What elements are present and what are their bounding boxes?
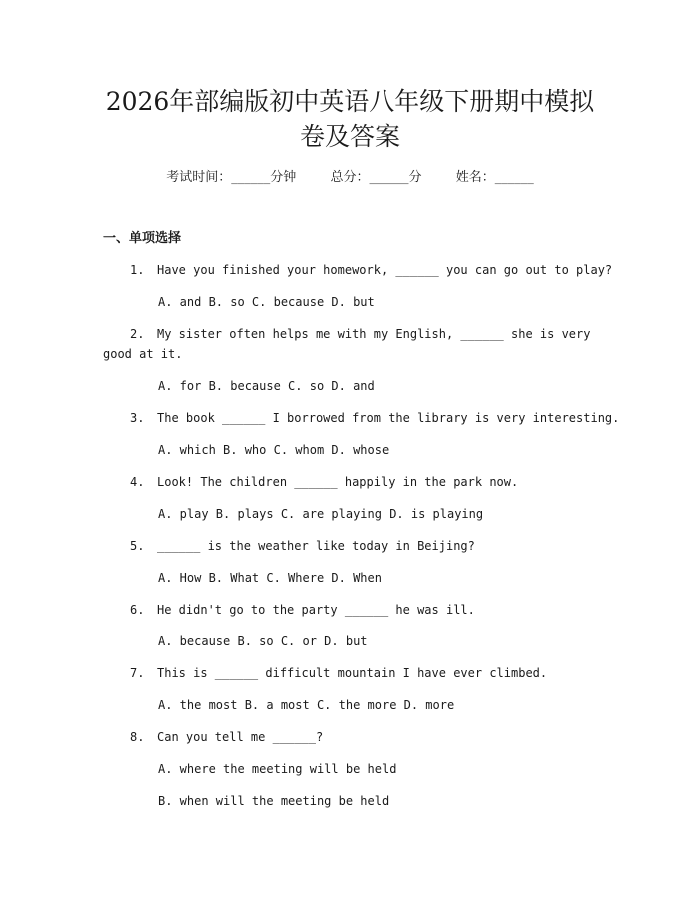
section-heading: 一、单项选择 bbox=[103, 231, 182, 246]
question-text: Can you tell me ______? bbox=[157, 730, 324, 744]
question-2-continued: good at it. bbox=[103, 347, 183, 361]
question-5 bbox=[103, 536, 603, 556]
question-text: This is ______ difficult mountain I have ever climbed. bbox=[157, 666, 548, 680]
question-1 bbox=[103, 260, 613, 280]
question-7 bbox=[103, 663, 603, 683]
question-text: He didn't go to the party ______ he was ill. bbox=[157, 603, 475, 617]
question-text: The book ______ I borrowed from the library is very interesting. bbox=[157, 411, 620, 425]
question-text: Look! The children ______ happily in the park now. bbox=[157, 475, 519, 489]
question-4 bbox=[103, 472, 603, 492]
question-3-options: A. which B. who C. whom D. whose bbox=[158, 443, 390, 457]
document-title bbox=[80, 84, 620, 154]
question-8-option-a: A. where the meeting will be held bbox=[158, 762, 397, 776]
question-number: 3. bbox=[130, 411, 145, 425]
question-number: 7. bbox=[130, 666, 145, 680]
question-2-options: A. for B. because C. so D. and bbox=[158, 379, 375, 393]
question-4-options: A. play B. plays C. are playing D. is playing bbox=[158, 507, 484, 521]
question-number: 1. bbox=[130, 263, 145, 277]
question-6-options: A. because B. so C. or D. but bbox=[158, 634, 368, 648]
exam-time: 考试时间：______分钟 bbox=[166, 170, 297, 185]
total-score: 总分：______分 bbox=[330, 170, 422, 185]
question-8 bbox=[103, 727, 603, 747]
question-number: 5. bbox=[130, 539, 145, 553]
question-text: Have you finished your homework, ______ you can go out to play? bbox=[157, 263, 613, 277]
student-name: 姓名：______ bbox=[455, 170, 534, 185]
question-text: My sister often helps me with my English, ______ she is very bbox=[157, 327, 591, 341]
question-2 bbox=[103, 324, 603, 344]
title-line-2: 卷及答案 bbox=[299, 122, 400, 151]
question-number: 6. bbox=[130, 603, 145, 617]
question-6 bbox=[103, 600, 603, 620]
question-5-options: A. How B. What C. Where D. When bbox=[158, 571, 382, 585]
question-number: 2. bbox=[130, 327, 145, 341]
question-text: ______ is the weather like today in Beijing? bbox=[157, 539, 475, 553]
question-number: 8. bbox=[130, 730, 145, 744]
question-number: 4. bbox=[130, 475, 145, 489]
question-7-options: A. the most B. a most C. the more D. more bbox=[158, 698, 455, 712]
question-3 bbox=[103, 408, 620, 428]
exam-meta bbox=[0, 168, 700, 188]
question-1-options: A. and B. so C. because D. but bbox=[158, 295, 375, 309]
title-line-1: 2026年部编版初中英语八年级下册期中模拟 bbox=[105, 87, 595, 116]
question-8-option-b: B. when will the meeting be held bbox=[158, 794, 390, 808]
